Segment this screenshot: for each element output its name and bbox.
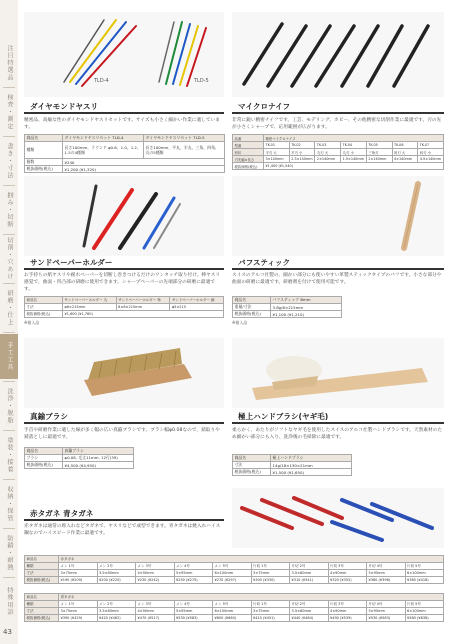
table-header-row bbox=[25, 594, 444, 601]
table-cell: 個数 bbox=[25, 159, 63, 166]
table-cell: 刃先幅×長さ bbox=[233, 156, 264, 163]
sandpaper-holder-title: サンドペーパーホルダー bbox=[30, 258, 113, 267]
table-cell: 種類 bbox=[25, 142, 63, 159]
table-cell: TK-06 bbox=[392, 142, 418, 149]
sidebar-item[interactable]: 塗装・接着 bbox=[6, 436, 13, 473]
table-row bbox=[25, 455, 134, 462]
sidebar-item[interactable]: 書き・寸法 bbox=[6, 142, 13, 179]
buff-stick-image bbox=[232, 176, 444, 256]
diamond-file-image bbox=[24, 12, 224, 97]
goat-brush-image bbox=[232, 338, 444, 408]
table-cell: 商品名 bbox=[233, 455, 271, 462]
table-cell: 丸刃 小 bbox=[341, 149, 367, 156]
table-cell: 3.5×80mm bbox=[290, 608, 329, 615]
table-cell: 2×140mm bbox=[315, 156, 341, 163]
table-row bbox=[233, 156, 444, 163]
table-row bbox=[25, 311, 224, 318]
table-cell: 税抜価格(税込) bbox=[25, 166, 63, 173]
buff-stick-description: スイスのアルコ社製の、細かい部分にも使いやすい革製スティックタイプのバフです。小さな部分や曲面の研磨に最適です。研磨剤を付けて使用可能です。 bbox=[232, 273, 442, 286]
sidebar-item[interactable]: 研磨・仕上 bbox=[6, 289, 13, 326]
sandpaper-holder-image bbox=[24, 176, 224, 256]
table-cell: ¥200 (¥220) bbox=[97, 577, 136, 584]
brass-brush-illustration bbox=[24, 338, 224, 408]
table-cell: 商品名 bbox=[25, 135, 63, 142]
image-label-tld5: TLD-5 bbox=[194, 78, 209, 84]
table-cell: ¥360 (¥396) bbox=[367, 577, 406, 584]
table-row bbox=[233, 462, 352, 469]
table-cell: ¥1,400 (¥1,540) bbox=[264, 163, 444, 170]
section-underline bbox=[24, 268, 224, 270]
tagane-title: 赤タガネ 青タガネ bbox=[30, 509, 94, 518]
table-cell: 片切 2号 bbox=[290, 563, 329, 570]
sandpaper-holder-description: お手持ちの紙ヤスリや耐水ペーパーを切断し巻きつけるだけのワンタッチ取り付け。棒ヤスリ感覚で、曲面・凹凸部の研磨に使用できます。シャープペーパーの先端部分の研磨に最適です。 bbox=[24, 273, 221, 293]
table-row bbox=[25, 615, 444, 622]
brass-brush-image bbox=[24, 338, 224, 408]
table-cell: 4.5×140mm bbox=[418, 156, 444, 163]
diamond-file-illustration bbox=[24, 12, 224, 97]
table-cell: ¥310 (¥341) bbox=[290, 577, 329, 584]
table-cell: 3.5×80mm bbox=[290, 570, 329, 577]
table-cell: ¥580 (¥638) bbox=[405, 615, 444, 622]
sidebar-item[interactable]: 掴み・切断 bbox=[6, 191, 13, 228]
table-row bbox=[25, 577, 444, 584]
table-cell: 6×100mm bbox=[405, 570, 444, 577]
table-cell: 税抜価格(税込) bbox=[233, 469, 271, 476]
table-cell: ¥190 (¥209) bbox=[59, 577, 98, 584]
table-cell: ¥1,500 (¥1,650) bbox=[271, 469, 352, 476]
sandpaper-holder-spec-table bbox=[24, 296, 224, 318]
tagane-description: 赤タガネは通常の彫入れなどタガネで、ヤスリなどで成型できます。青タガネは焼入れハイス鋼なのでハイスピード作業に最適です。 bbox=[24, 524, 221, 537]
sidebar-item[interactable]: 切削・穴あけ bbox=[6, 236, 13, 281]
table-cell: 5×95mm bbox=[367, 608, 406, 615]
micro-knife-image bbox=[232, 12, 444, 97]
sidebar-divider bbox=[3, 381, 15, 382]
table-cell: ダイヤモンドヤスリセット TLD-4 bbox=[63, 135, 144, 142]
diamond-file-title: ダイヤモンドヤスリ bbox=[30, 102, 99, 111]
table-cell: 税抜価格(税込) bbox=[25, 311, 63, 318]
sidebar-divider bbox=[3, 430, 15, 431]
table-cell: TK-02 bbox=[289, 142, 315, 149]
table-cell: 3×140mm bbox=[264, 156, 290, 163]
table-cell: メン 2号 bbox=[97, 563, 136, 570]
table-header-row bbox=[25, 135, 225, 142]
table-cell: 税抜価格(税込) bbox=[233, 311, 271, 318]
brass-brush-description: 手首や研磨作業に適した線が多く幅の広い真鍮ブラシです。ブラシ幅φ0.08なので、錆取りや錆落としに最適です。 bbox=[24, 428, 220, 441]
page-number: 43 bbox=[3, 628, 12, 636]
table-cell: ¥470 (¥517) bbox=[136, 615, 175, 622]
table-row bbox=[233, 142, 444, 149]
table-cell: ¥380 (¥418) bbox=[405, 577, 444, 584]
table-header-row bbox=[233, 455, 352, 462]
table-row bbox=[25, 462, 134, 469]
micro-knife-description: 非常に鋭い精密ナイフです。工芸、モデリング、ホビー、その他精密な切削作業に最適です。刃の先が小さくシャープで、応用範囲が広がります。 bbox=[232, 118, 442, 131]
table-cell: ¥1,200 (¥1,320) bbox=[63, 166, 225, 173]
brass-brush-spec-table bbox=[24, 447, 134, 469]
table-cell: ¥240 bbox=[63, 159, 225, 166]
table-cell: φ0.08, 毛丈11mm, 12行(39) bbox=[63, 455, 134, 462]
table-cell: 8×8×215mm bbox=[116, 304, 170, 311]
table-cell: 4×90mm bbox=[328, 608, 367, 615]
table-cell: 片切 2号 bbox=[290, 601, 329, 608]
section-underline bbox=[232, 422, 444, 424]
table-row bbox=[25, 304, 224, 311]
sidebar-divider bbox=[3, 185, 15, 186]
table-cell: φ6×215mm bbox=[63, 304, 117, 311]
table-row bbox=[25, 601, 444, 608]
table-cell: 赤タガネ bbox=[59, 556, 444, 563]
table-row bbox=[25, 563, 444, 570]
table-cell: 5×95mm bbox=[174, 608, 213, 615]
table-cell: メン 4号 bbox=[174, 601, 213, 608]
table-cell: ¥4,500 (¥4,950) bbox=[63, 462, 134, 469]
table-cell: 商品名 bbox=[233, 297, 271, 304]
buff-stick-title: バフスティック bbox=[238, 258, 291, 267]
sidebar-item[interactable]: 注目特選品 bbox=[6, 44, 13, 81]
table-cell: 片切 4号 bbox=[367, 563, 406, 570]
table-cell: 片切 3号 bbox=[328, 601, 367, 608]
red-tagane-table bbox=[24, 555, 444, 584]
tagane-image bbox=[232, 488, 444, 548]
table-cell: ¥490 (¥539) bbox=[328, 615, 367, 622]
table-cell: 税抜価格(税込) bbox=[25, 462, 63, 469]
brass-brush-title: 真鍮ブラシ bbox=[30, 412, 68, 421]
table-cell: 3.8g/6×215mm bbox=[271, 304, 342, 311]
blue-tagane-table bbox=[24, 593, 444, 622]
table-cell: 税抜価格(税込) bbox=[25, 577, 59, 584]
table-cell: 4×140mm bbox=[392, 156, 418, 163]
table-cell: 商品名 bbox=[25, 594, 59, 601]
table-cell: 4×90mm bbox=[136, 608, 175, 615]
sidebar-item[interactable]: 手工工具 bbox=[0, 334, 18, 379]
goat-brush-spec-table bbox=[232, 454, 352, 476]
table-cell: 形状 bbox=[233, 149, 264, 156]
table-cell: 寸法 bbox=[25, 608, 59, 615]
sidebar-divider bbox=[3, 528, 15, 529]
table-cell: 精密マイクロナイフ bbox=[264, 135, 444, 142]
sandpaper-holder-illustration bbox=[24, 176, 224, 256]
table-cell: 2×140mm bbox=[366, 156, 392, 163]
table-cell: サンドペーパーホルダー 細 bbox=[170, 297, 224, 304]
sidebar-divider bbox=[3, 234, 15, 235]
table-cell: ¥530 (¥583) bbox=[367, 615, 406, 622]
table-cell: ¥600 (¥660) bbox=[213, 615, 252, 622]
table-cell: 1.5×140mm bbox=[341, 156, 367, 163]
table-cell: ブラシ bbox=[25, 455, 63, 462]
section-underline bbox=[24, 519, 224, 521]
table-row bbox=[25, 166, 225, 173]
section-underline bbox=[232, 268, 444, 270]
table-header-row bbox=[25, 297, 224, 304]
table-row bbox=[25, 608, 444, 615]
table-cell: メン 1号 bbox=[59, 601, 98, 608]
goat-brush-title: 極上ハンドブラシ(ヤギ毛) bbox=[238, 412, 329, 421]
table-cell: 品番 bbox=[233, 135, 264, 142]
table-cell: 税抜価格(税込) bbox=[25, 615, 59, 622]
micro-knife-illustration bbox=[232, 12, 444, 97]
table-cell: メン 5号 bbox=[213, 601, 252, 608]
tagane-illustration bbox=[232, 488, 444, 548]
table-cell: 3×75mm bbox=[251, 570, 290, 577]
table-cell: ¥440 (¥484) bbox=[290, 615, 329, 622]
table-row bbox=[233, 149, 444, 156]
table-cell: ¥270 (¥297) bbox=[213, 577, 252, 584]
table-cell: メン 5号 bbox=[213, 563, 252, 570]
table-cell: 重量/寸法 bbox=[233, 304, 271, 311]
table-cell: 4×90mm bbox=[136, 570, 175, 577]
table-cell: 片切 4号 bbox=[367, 601, 406, 608]
table-cell: 3×75mm bbox=[251, 608, 290, 615]
table-header-row bbox=[233, 135, 444, 142]
image-label-tld4: TLD-4 bbox=[94, 78, 109, 84]
table-row bbox=[233, 163, 444, 170]
table-cell: ¥390 (¥429) bbox=[59, 615, 98, 622]
table-cell: 14g/18×130×21mm bbox=[271, 462, 352, 469]
table-cell: 税抜価格(税込) bbox=[233, 163, 264, 170]
diamond-file-spec-table bbox=[24, 134, 225, 173]
table-cell: 極上ハンドブラシ bbox=[271, 455, 352, 462]
table-cell: サンドペーパーホルダー 角 bbox=[116, 297, 170, 304]
goat-brush-illustration bbox=[232, 338, 444, 408]
table-cell: 商品名 bbox=[25, 556, 59, 563]
table-cell: サンドペーパーホルダー 丸 bbox=[63, 297, 117, 304]
goat-brush-description: 柔らかく、あたりがソフトなヤギ毛を使用したスイスのアルコ社製ハンドブラシです。天然素材のため細かい部分にも入り、洗浄後の毛掃除に最適です。 bbox=[232, 428, 443, 441]
table-cell: 6×100mm bbox=[213, 570, 252, 577]
table-cell: 片切 5号 bbox=[405, 563, 444, 570]
table-cell: 5×95mm bbox=[367, 570, 406, 577]
table-cell: 斜刃 小 bbox=[418, 149, 444, 156]
table-cell: ダイヤモンドヤスリセット TLD-5 bbox=[144, 135, 225, 142]
table-row bbox=[233, 311, 342, 318]
table-cell: φ5×215 bbox=[170, 304, 224, 311]
sidebar-divider bbox=[3, 136, 15, 137]
table-cell: 6×100mm bbox=[405, 608, 444, 615]
sidebar-divider bbox=[3, 577, 15, 578]
table-cell: 寸法 bbox=[25, 304, 63, 311]
table-cell: 平刃 小 bbox=[289, 149, 315, 156]
table-cell: 長さ100mm、ラウンド φ0.6、1.0、1.2、1.5の4種類 bbox=[63, 142, 144, 159]
table-cell: 片切 3号 bbox=[328, 563, 367, 570]
micro-knife-spec-table bbox=[232, 134, 444, 170]
table-cell: ¥230 (¥242) bbox=[136, 577, 175, 584]
sidebar-item[interactable]: 防錆・耐熱 bbox=[6, 534, 13, 571]
table-cell: 5×95mm bbox=[174, 570, 213, 577]
section-underline bbox=[232, 112, 444, 114]
sidebar-divider bbox=[3, 479, 15, 480]
table-cell: 青タガネ bbox=[59, 594, 444, 601]
table-cell: 片切 5号 bbox=[405, 601, 444, 608]
table-cell: 商品名 bbox=[25, 448, 63, 455]
table-header-row bbox=[25, 556, 444, 563]
table-cell: メン 4号 bbox=[174, 563, 213, 570]
micro-knife-title: マイクロナイフ bbox=[238, 102, 291, 111]
table-cell: ¥1,100 (¥1,210) bbox=[271, 311, 342, 318]
buff-stick-spec-table bbox=[232, 296, 342, 318]
table-cell: 平刃 大 bbox=[264, 149, 290, 156]
table-cell: TK-05 bbox=[366, 142, 392, 149]
table-row bbox=[233, 469, 352, 476]
table-cell: 片切 1号 bbox=[251, 601, 290, 608]
table-cell: 斜刃 大 bbox=[392, 149, 418, 156]
table-cell: 3.5×80mm bbox=[97, 608, 136, 615]
section-underline bbox=[24, 112, 224, 114]
table-cell: ¥1,600 (¥1,760) bbox=[63, 311, 224, 318]
table-cell: 2.5×140mm bbox=[289, 156, 315, 163]
table-cell: 3×75mm bbox=[59, 570, 98, 577]
table-cell: 種類 bbox=[25, 601, 59, 608]
table-cell: 3.5×80mm bbox=[97, 570, 136, 577]
table-cell: TK-03 bbox=[315, 142, 341, 149]
sidebar-item[interactable]: 検査・測定 bbox=[6, 93, 13, 130]
table-cell: ¥320 (¥352) bbox=[328, 577, 367, 584]
sidebar-item[interactable]: 洗浄・脱脂 bbox=[6, 387, 13, 424]
section-underline bbox=[24, 422, 224, 424]
table-cell: 6×100mm bbox=[213, 608, 252, 615]
table-cell: 3×75mm bbox=[59, 608, 98, 615]
table-cell: ¥300 (¥330) bbox=[251, 577, 290, 584]
buff-stick-note: ※箱入品 bbox=[232, 320, 248, 325]
table-cell: メン 3号 bbox=[136, 601, 175, 608]
sidebar-divider bbox=[3, 332, 15, 333]
table-cell: TK-01 bbox=[264, 142, 290, 149]
sidebar-divider bbox=[3, 283, 15, 284]
table-cell: 丸刃 大 bbox=[315, 149, 341, 156]
table-cell: 長さ100mm、平丸、半丸、三角、四角、丸の5種類 bbox=[144, 142, 225, 159]
sandpaper-holder-note: ※箱入品 bbox=[24, 320, 40, 325]
diamond-file-description: 精密品、高級な性のダイヤモンドヤスリセットです。サイズも小さく細かい作業に適しています。 bbox=[24, 118, 220, 131]
sidebar-item[interactable]: 特殊用語 bbox=[6, 587, 13, 616]
table-cell: メン 3号 bbox=[136, 563, 175, 570]
table-cell: 商品名 bbox=[25, 297, 63, 304]
table-cell: 真鍮ブラシ bbox=[63, 448, 134, 455]
table-cell: ¥420 (¥462) bbox=[97, 615, 136, 622]
buff-stick-illustration bbox=[232, 176, 444, 256]
sidebar-divider bbox=[3, 87, 15, 88]
sidebar-item[interactable]: 収納・保管 bbox=[6, 485, 13, 522]
table-cell: バフスティック 6mm bbox=[271, 297, 342, 304]
table-cell: メン 1号 bbox=[59, 563, 98, 570]
table-cell: ¥410 (¥451) bbox=[251, 615, 290, 622]
table-row bbox=[25, 159, 225, 166]
table-cell: メン 2号 bbox=[97, 601, 136, 608]
table-header-row bbox=[233, 297, 342, 304]
table-cell: TK-04 bbox=[341, 142, 367, 149]
table-row bbox=[25, 142, 225, 159]
table-cell: ¥250 (¥275) bbox=[174, 577, 213, 584]
table-cell: 4×90mm bbox=[328, 570, 367, 577]
table-cell: 寸法 bbox=[233, 462, 271, 469]
table-cell: TK-07 bbox=[418, 142, 444, 149]
table-row bbox=[233, 304, 342, 311]
table-cell: 寸法 bbox=[25, 570, 59, 577]
table-cell: 三角刃 bbox=[366, 149, 392, 156]
table-header-row bbox=[25, 448, 134, 455]
table-cell: ¥530 (¥583) bbox=[174, 615, 213, 622]
table-row bbox=[25, 570, 444, 577]
table-cell: 型番 bbox=[233, 142, 264, 149]
table-cell: 種類 bbox=[25, 563, 59, 570]
table-cell: 片切 1号 bbox=[251, 563, 290, 570]
